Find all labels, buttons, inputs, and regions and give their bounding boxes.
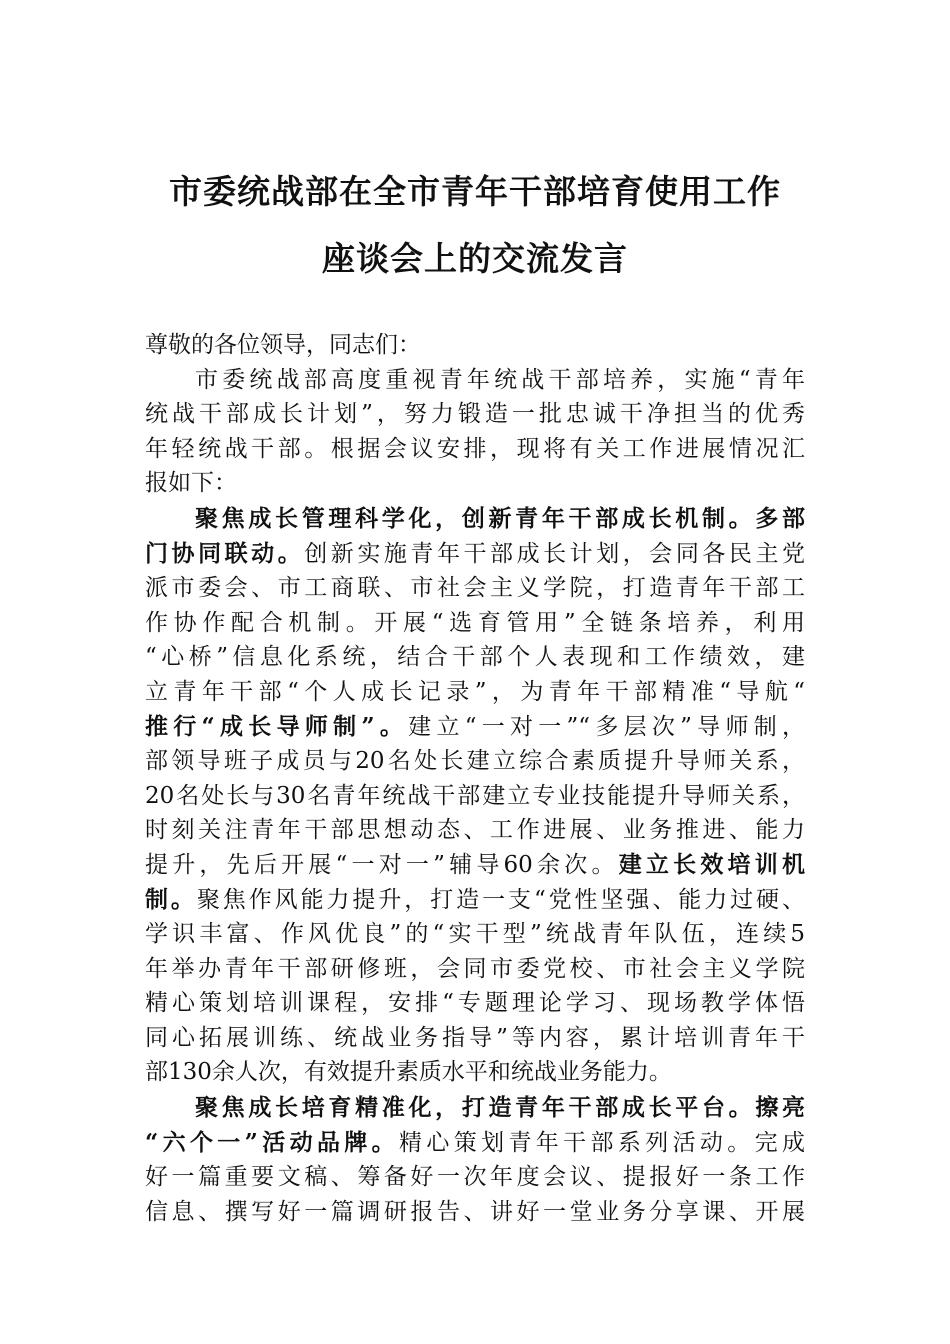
body-text-line <box>145 537 805 572</box>
document-title-line-1: 市委统战部在全市青年干部培育使用工作 <box>169 172 781 211</box>
body-text: 年轻统战干部。根据会议安排，现将有关工作进展情况汇 <box>145 435 805 462</box>
body-text: 精心策划青年干部系列活动。完成 <box>399 1129 805 1156</box>
body-text: 统战干部成长计划”，努力锻造一批忠诚干净担当的优秀 <box>145 401 805 428</box>
body-text: 同心拓展训练、统战业务指导”等内容，累计培训青年干 <box>145 1024 805 1051</box>
body-text: 作协作配合机制。开展“选育管用”全链条培养，利用 <box>145 609 805 636</box>
body-text-line <box>145 571 805 606</box>
bold-heading-text: 门协同联动。 <box>145 539 305 567</box>
body-text: 建立“一对一”“多层次”导师制， <box>408 713 805 740</box>
body-text: 时刻关注青年干部思想动态、工作进展、业务推进、能力 <box>145 817 805 844</box>
body-text: 市委统战部高度重视青年统战干部培养，实施“青年 <box>195 366 805 393</box>
bold-heading-text: 制。 <box>145 885 197 913</box>
bold-heading-text: 聚焦成长培育精准化，打造青年干部成长平台。擦亮 <box>195 1094 805 1122</box>
body-text-line <box>145 1021 805 1056</box>
body-text: 聚焦作风能力提升，打造一支“党性坚强、能力过硬、 <box>196 886 805 913</box>
body-text-line <box>145 883 805 918</box>
body-text: “心桥”信息化系统，结合干部个人表现和工作绩效，建 <box>145 644 805 671</box>
body-text-line <box>145 466 805 501</box>
body-text-line <box>145 1126 805 1161</box>
body-text: 20名处长与30名青年统战干部建立专业技能提升导师关系， <box>145 782 805 809</box>
body-text: 年举办青年干部研修班，会同市委党校、市社会主义学院 <box>145 955 805 982</box>
salutation: 尊敬的各位领导，同志们： <box>145 332 421 358</box>
document-body <box>145 328 805 1229</box>
bold-heading-text: 建立长效培训机 <box>618 850 805 878</box>
body-text-line <box>145 1195 805 1230</box>
bold-heading-text: “六个一”活动品牌。 <box>145 1128 400 1156</box>
body-text-line <box>145 917 805 952</box>
body-text: 创新实施青年干部成长计划，会同各民主党 <box>304 540 806 567</box>
body-text: 提升，先后开展“一对一”辅导60余次。 <box>145 851 619 878</box>
body-text: 立青年干部“个人成长记录”，为青年干部精准“导航“ <box>145 678 805 705</box>
body-text: 精心策划培训课程，安排“专题理论学习、现场教学体悟 <box>145 990 805 1017</box>
body-text: 好一篇重要文稿、筹备好一次年度会议、提报好一条工作 <box>145 1164 805 1191</box>
body-text-line <box>145 813 805 848</box>
body-text: 部领导班子成员与20名处长建立综合素质提升导师关系， <box>145 748 805 775</box>
body-text-line <box>145 1160 805 1195</box>
body-text-line <box>145 502 805 537</box>
body-text-line <box>145 710 805 745</box>
body-text-line <box>145 986 805 1021</box>
body-text-line <box>145 744 805 779</box>
body-text-line <box>145 606 805 641</box>
body-text: 派市委会、市工商联、市社会主义学院，打造青年干部工 <box>145 575 805 602</box>
body-text-line <box>145 675 805 710</box>
body-text-line <box>145 1055 805 1090</box>
body-text-line <box>145 1091 805 1126</box>
body-text: 信息、撰写好一篇调研报告、讲好一堂业务分享课、开展 <box>145 1198 805 1225</box>
body-text: 部130余人次，有效提升素质水平和统战业务能力。 <box>145 1059 672 1086</box>
body-text-line <box>145 640 805 675</box>
body-text-line <box>145 432 805 467</box>
bold-heading-text: 推行“成长导师制”。 <box>145 712 409 740</box>
body-text-line <box>145 848 805 883</box>
body-text: 报如下： <box>145 470 237 497</box>
bold-heading-text: 聚焦成长管理科学化，创新青年干部成长机制。多部 <box>195 504 805 532</box>
body-text: 学识丰富、作风优良”的“实干型”统战青年队伍，连续5 <box>145 921 805 948</box>
document-title-line-2: 座谈会上的交流发言 <box>322 239 628 278</box>
body-text-line <box>145 397 805 432</box>
body-text-line <box>145 779 805 814</box>
body-text-line <box>145 363 805 398</box>
body-text-line <box>145 952 805 987</box>
